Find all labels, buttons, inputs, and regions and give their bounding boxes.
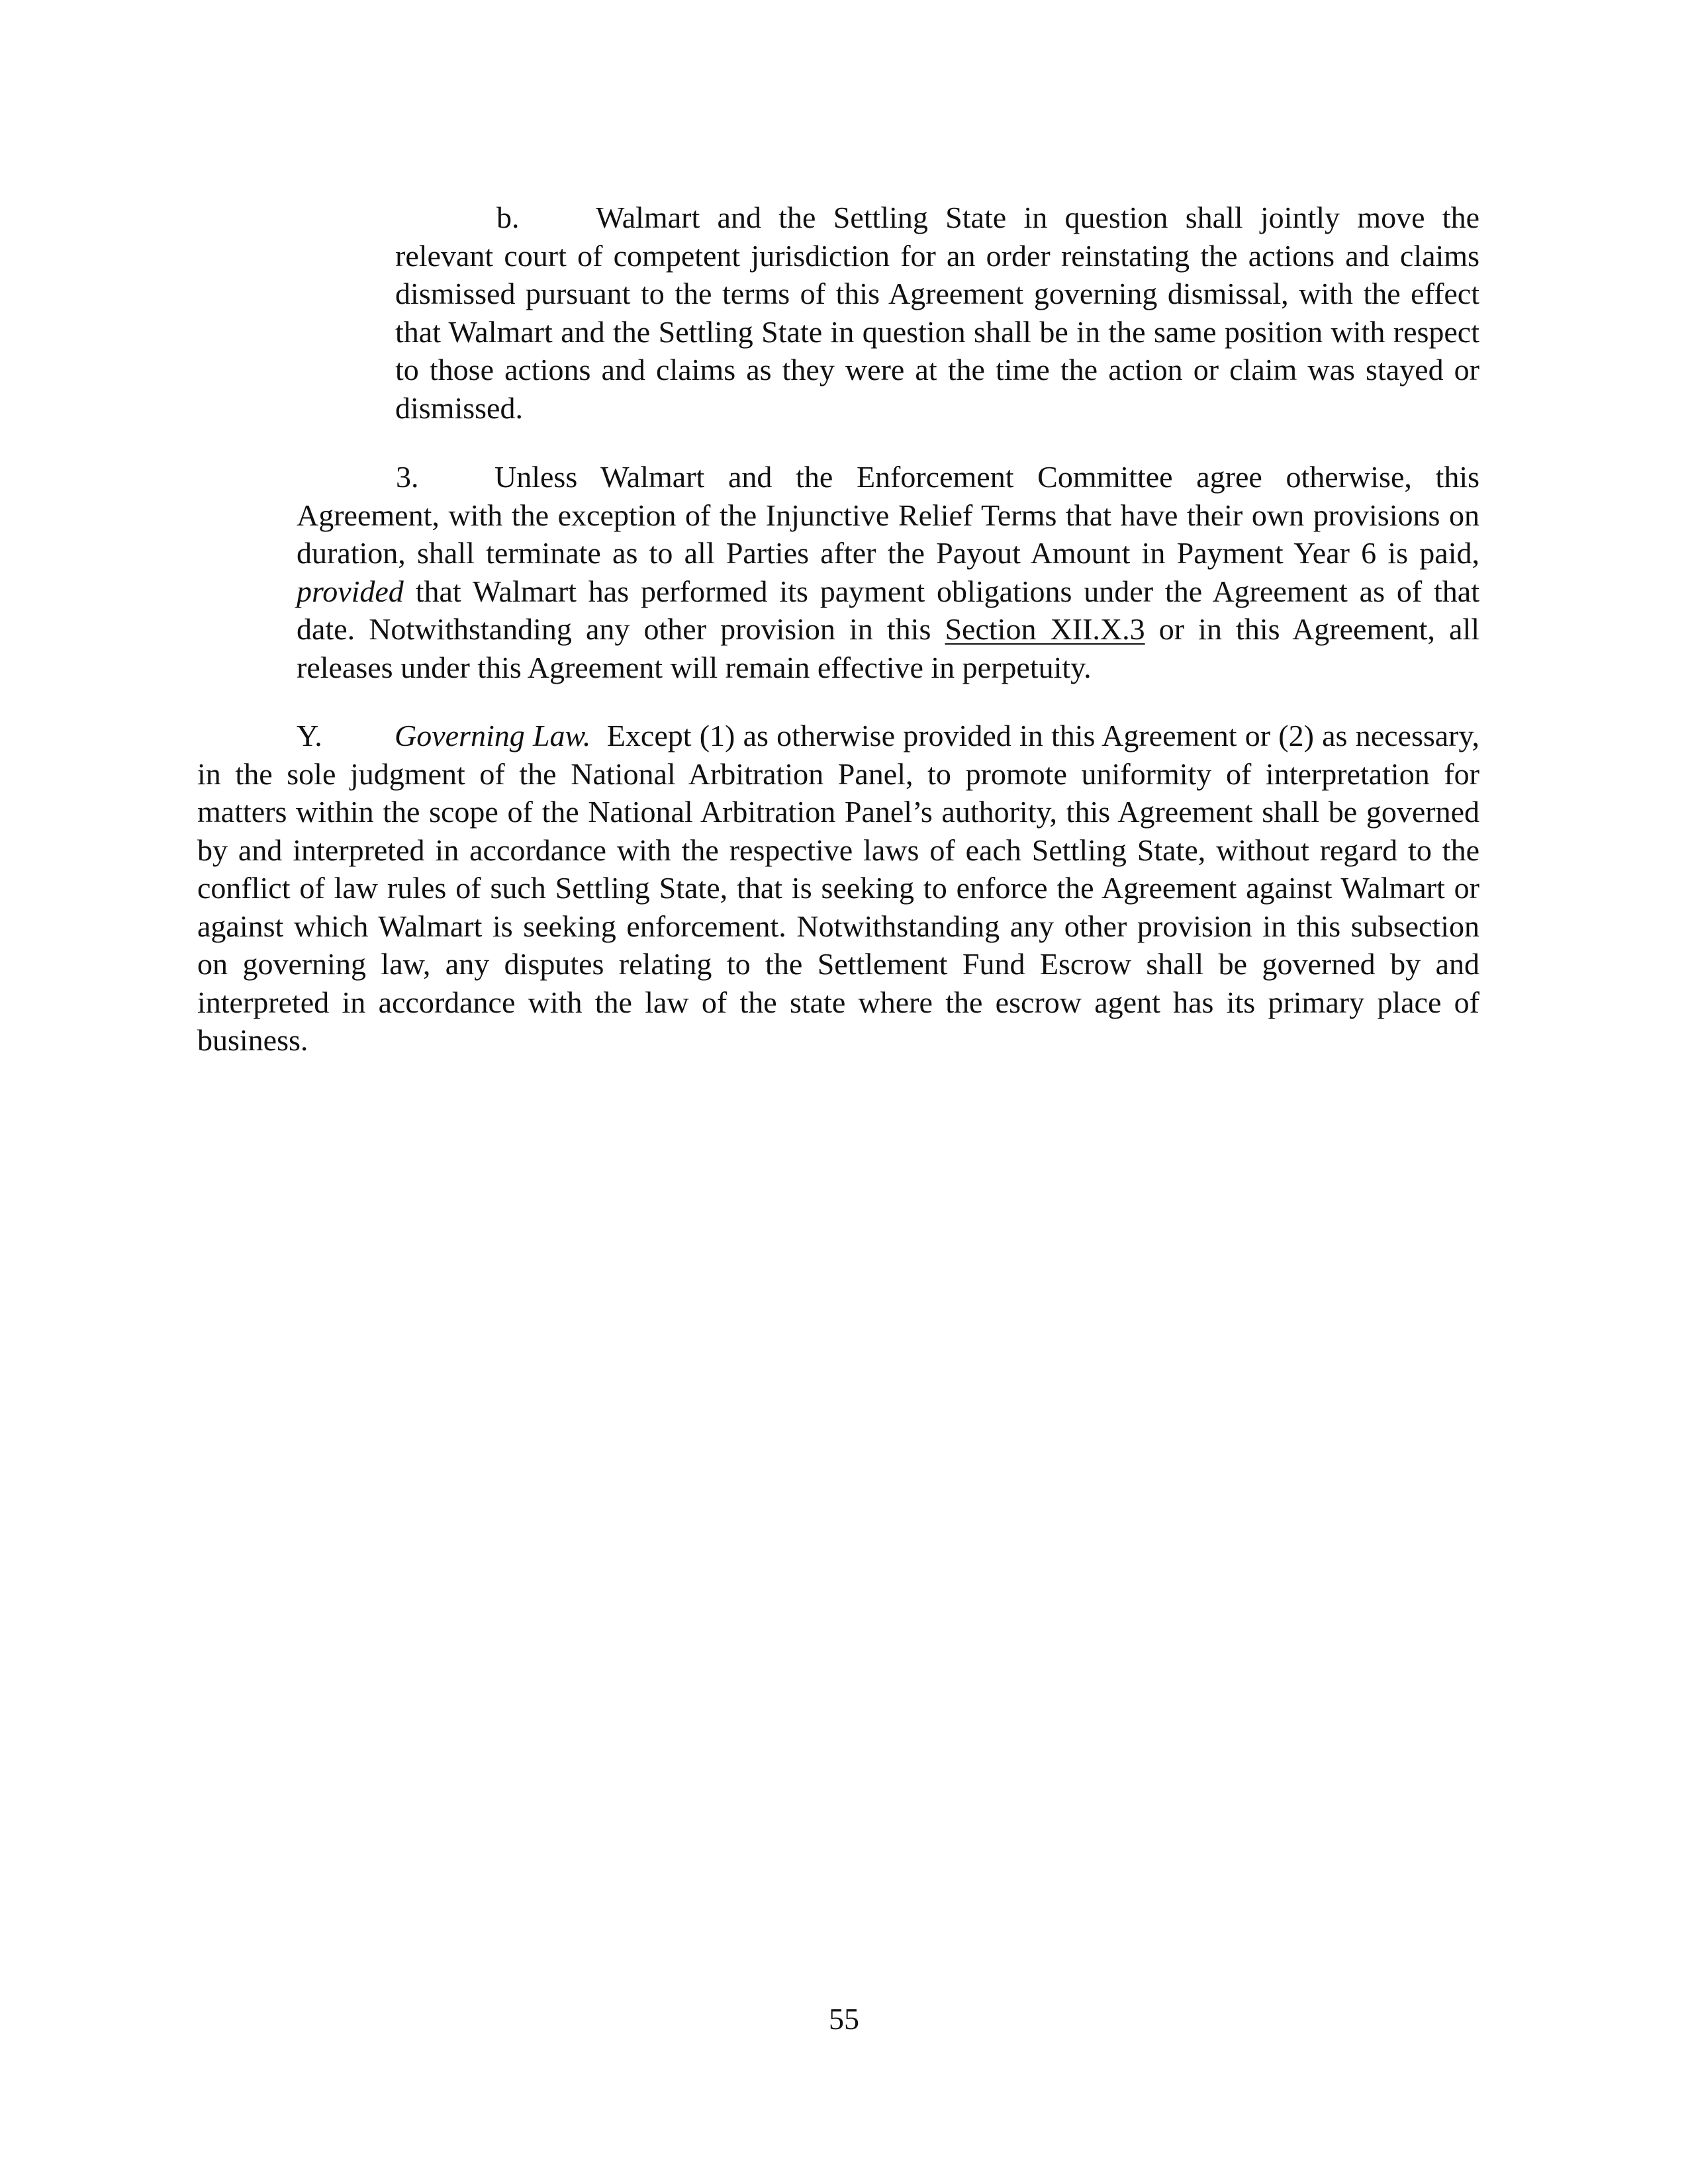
paragraph-y <box>197 717 1479 1060</box>
paragraph-3-text-3: or in this Agreement, all releases under this Agreement will remain effective in perpetuity. <box>297 612 1480 684</box>
section-reference-link[interactable]: Section XII.X.3 <box>945 612 1145 646</box>
paragraph-y-label: Y. <box>297 719 322 752</box>
paragraph-3-label: 3. <box>396 460 419 494</box>
paragraph-y-text: Except (1) as otherwise provided in this Agreement or (2) as necessary, in the sole judgment of the National Arbitration Panel, to promote uniformity of interpretation for matters within the scope of the National Arbitration Panel’s authority, this Agreement shall be governed by and interpreted in accordance with the respective laws of each Settling State, without regard to the conflict of law rules of such Settling State, that is seeking to enforce the Agreement against Walmart or against which Walmart is seeking enforcement. Notwithstanding any other provision in this subsection on governing law, any disputes relating to the Settlement Fund Escrow shall be governed by and interpreted in accordance with the law of the state where the escrow agent has its primary place of business. <box>197 719 1479 1057</box>
paragraph-b <box>395 199 1479 427</box>
page-number: 55 <box>829 2002 859 2036</box>
paragraph-y-heading: Governing Law. <box>395 719 591 752</box>
paragraph-3-text-1: Unless Walmart and the Enforcement Committee agree otherwise, this Agreement, with the exception of the Injunctive Relief Terms that have their own provisions on duration, shall terminate as to all Parties after the Payout Amount in Payment Year 6 is paid, <box>297 460 1479 570</box>
paragraph-b-label: b. <box>496 201 520 234</box>
paragraph-3-text-2: that Walmart has performed its payment obligations under the Agreement as of that date. Notwithstanding any other provision in this <box>297 574 1480 646</box>
paragraph-3-italic-provided: provided <box>297 574 404 608</box>
paragraph-3 <box>297 458 1479 686</box>
paragraph-b-text: Walmart and the Settling State in question shall jointly move the relevant court of competent jurisdiction for an order reinstating the actions and claims dismissed pursuant to the terms of this Agreement governing dismissal, with the effect that Walmart and the Settling State in question shall be in the same position with respect to those actions and claims as they were at the time the action or claim was stayed or dismissed. <box>395 201 1479 425</box>
